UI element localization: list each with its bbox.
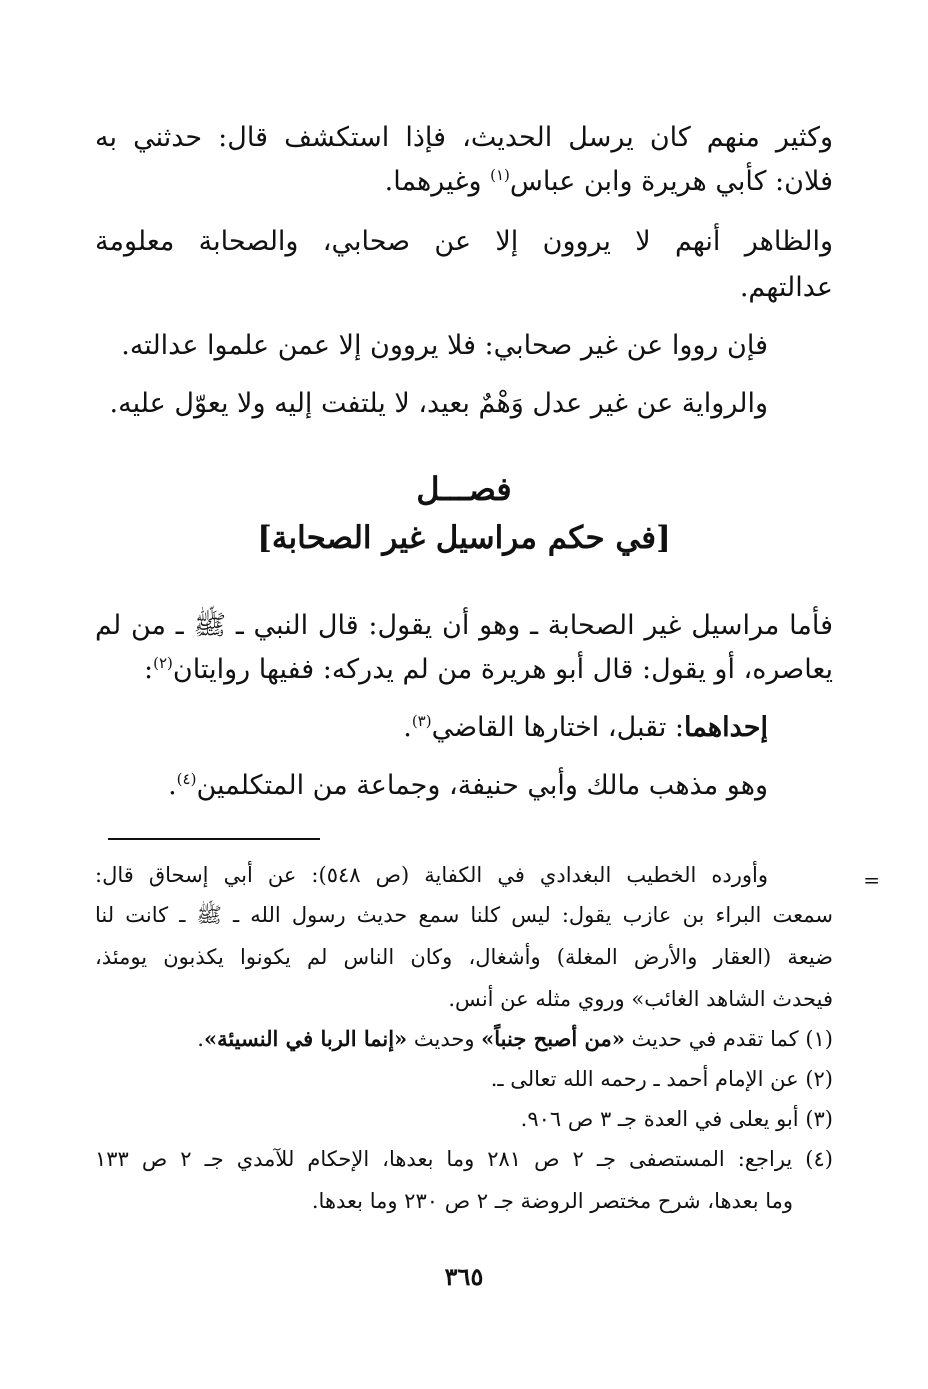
footnote-1-end: . bbox=[197, 1027, 204, 1051]
footnote-continuation-line-1: وأورده الخطيب البغدادي في الكفاية (ص ٥٤٨): عن أبي إسحاق قال: bbox=[95, 863, 769, 887]
footnote-4-text: يراجع: المستصفى جـ ٢ ص ٢٨١ وما بعدها، الإحكام للآمدي جـ ٢ ص ١٣٣ bbox=[95, 1147, 793, 1171]
footnote-4-line-1 bbox=[95, 1144, 833, 1174]
footnote-continuation-mark: = bbox=[863, 868, 880, 892]
page-number: ٣٦٥ bbox=[444, 1262, 484, 1291]
paragraph-7 bbox=[95, 766, 768, 806]
footnote-1-joiner: وحديث bbox=[407, 1027, 482, 1051]
paragraph-2-line-1: والظاهر أنهم لا يروون إلا عن صحابي، والصحابة معلومة bbox=[95, 226, 833, 257]
paragraph-7-end: . bbox=[168, 770, 177, 801]
footnote-1-number: (١) bbox=[805, 1027, 833, 1051]
footnote-1-hadith-1: «من أصبح جنباً» bbox=[481, 1026, 625, 1051]
footnote-2-text: عن الإمام أحمد ـ رحمه الله تعالى ـ. bbox=[490, 1067, 799, 1091]
paragraph-5-line-1: فأما مراسيل غير الصحابة ـ وهو أن يقول: قال النبي ـ ﷺ ـ من لم bbox=[95, 610, 833, 641]
section-title: فصـــل bbox=[416, 470, 512, 508]
footnote-4-number: (٤) bbox=[805, 1147, 833, 1171]
paragraph-6-end: . bbox=[403, 712, 412, 743]
footnote-1-text: كما تقدم في حديث bbox=[624, 1027, 799, 1051]
paragraph-2-line-2: عدالتهم. bbox=[739, 272, 833, 303]
paragraph-1-line-1: وكثير منهم كان يرسل الحديث، فإذا استكشف قال: حدثني به bbox=[95, 122, 833, 153]
footnote-3 bbox=[95, 1104, 833, 1134]
paragraph-1-text: فلان: كأبي هريرة وابن عباس bbox=[509, 166, 833, 197]
footnote-4-line-2: وما بعدها، شرح مختصر الروضة جـ ٢ ص ٢٣٠ وما بعدها. bbox=[311, 1189, 793, 1213]
paragraph-3: فإن رووا عن غير صحابي: فلا يروون إلا عمن علموا عدالته. bbox=[121, 330, 768, 361]
footnote-continuation-line-3: ضيعة (العقار والأرض المغلة) وأشغال، وكان الناس لم يكونوا يكذبون يومئذ، bbox=[95, 945, 833, 969]
footnote-ref-1: (١) bbox=[490, 166, 510, 184]
paragraph-5-text: يعاصره، أو يقول: قال أبو هريرة من لم يدركه: ففيها روايتان bbox=[172, 654, 833, 685]
footnote-1 bbox=[95, 1024, 833, 1054]
footnote-ref-3: (٣) bbox=[411, 712, 432, 730]
footnote-3-text: أبو يعلى في العدة جـ ٣ ص ٩٠٦. bbox=[520, 1107, 799, 1131]
paragraph-5-line-2 bbox=[95, 650, 833, 690]
paragraph-4: والرواية عن غير عدل وَهْمٌ بعيد، لا يلتفت إليه ولا يعوّل عليه. bbox=[109, 388, 768, 419]
paragraph-5-text-end: : bbox=[144, 654, 154, 685]
footnote-1-hadith-2: «إنما الربا في النسيئة» bbox=[203, 1026, 408, 1051]
footnote-2 bbox=[95, 1064, 833, 1094]
paragraph-6 bbox=[95, 708, 768, 748]
paragraph-7-text: وهو مذهب مالك وأبي حنيفة، وجماعة من المتكلمين bbox=[196, 770, 768, 801]
paragraph-6-text: : تقبل، اختارها القاضي bbox=[431, 712, 685, 743]
footnote-3-number: (٣) bbox=[805, 1107, 833, 1131]
footnote-continuation-line-4: فيحدث الشاهد الغائب» وروي مثله عن أنس. bbox=[448, 987, 833, 1011]
footnote-2-number: (٢) bbox=[805, 1067, 833, 1091]
footnote-separator bbox=[108, 838, 320, 840]
first-narration-label: إحداهما bbox=[684, 712, 768, 743]
footnote-ref-4: (٤) bbox=[176, 770, 197, 788]
footnote-continuation-line-2: سمعت البراء بن عازب يقول: ليس كلنا سمع حديث رسول الله ـ ﷺ ـ كانت لنا bbox=[95, 903, 833, 927]
paragraph-1-text-end: وغيرهما. bbox=[384, 166, 491, 197]
paragraph-1-line-2 bbox=[95, 162, 833, 202]
section-subtitle: [في حكم مراسيل غير الصحابة] bbox=[257, 520, 671, 556]
footnote-ref-2: (٢) bbox=[153, 654, 173, 672]
